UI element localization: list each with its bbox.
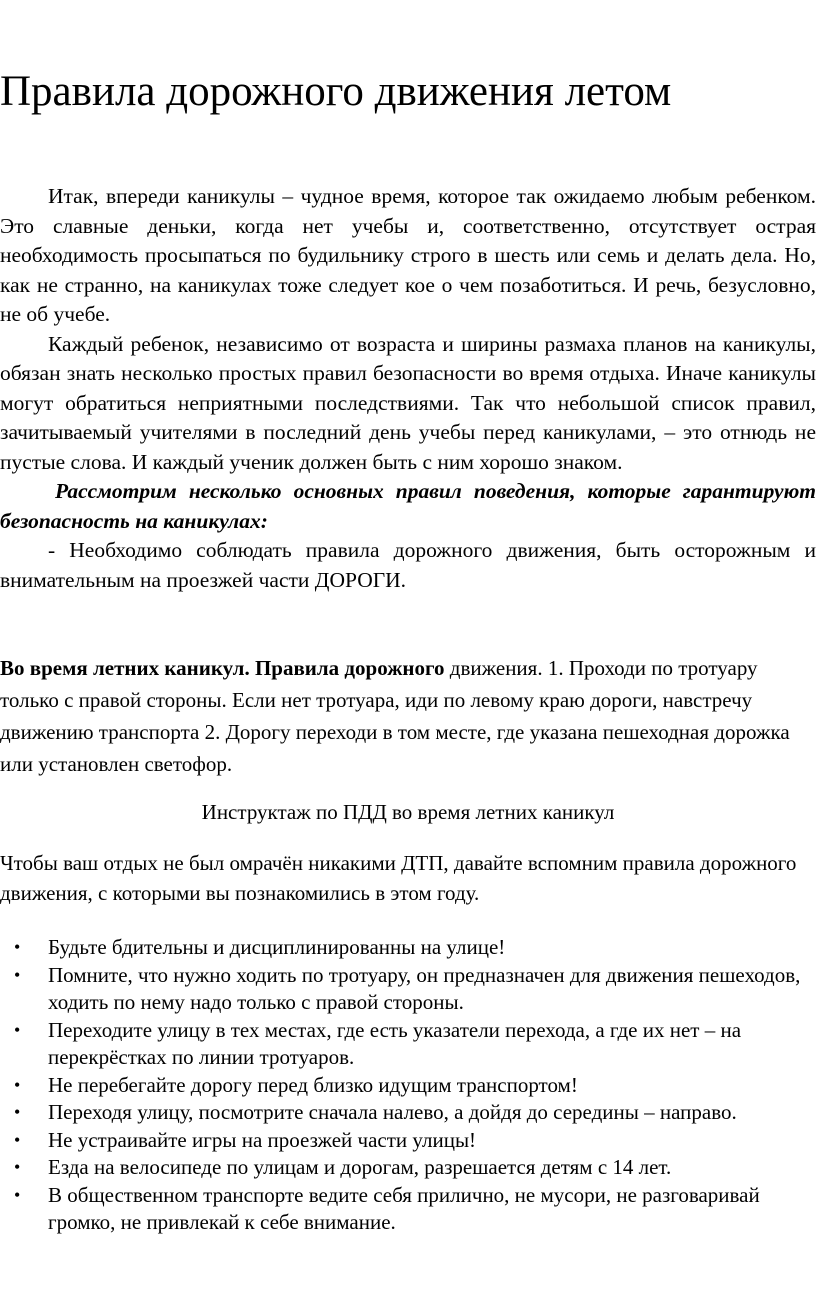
rules-intro: Рассмотрим несколько основных правил поведения, которые гарантируют безопасность на каникулах:	[0, 479, 816, 533]
bullet-icon: •	[14, 964, 21, 985]
rule-line: - Необходимо соблюдать правила дорожного движения, быть осторожным и внимательным на проезжей части ДОРОГИ.	[0, 538, 816, 592]
summer-bold-1: Во время летних каникул	[0, 656, 245, 680]
list-item-text: Помните, что нужно ходить по тротуару, он предназначен для движения пешеходов, ходить по нему надо только с правой стороны.	[48, 962, 801, 1014]
intro-section	[0, 182, 816, 595]
bullet-icon: •	[14, 1129, 21, 1150]
list-item	[0, 1182, 816, 1237]
list-item	[0, 962, 816, 1017]
list-item	[0, 1099, 816, 1127]
list-item-text: Езда на велосипеде по улицам и дорогам, разрешается детям с 14 лет.	[48, 1155, 672, 1179]
list-item-text: Будьте бдительны и дисциплинированны на улице!	[48, 935, 506, 959]
summer-section	[0, 652, 816, 1237]
bullet-icon: •	[14, 1074, 21, 1095]
list-item	[0, 1154, 816, 1182]
summer-bold-2: Правила дорожного	[254, 656, 445, 680]
bullet-icon: •	[14, 937, 21, 957]
list-item	[0, 1072, 816, 1100]
summer-rules-paragraph	[0, 652, 816, 780]
bullet-icon: •	[14, 1019, 21, 1040]
list-item	[0, 934, 816, 962]
summer-separator: .	[244, 656, 255, 680]
summer-rest: движения. 1. Проходи по тротуару только с правой стороны. Если нет тротуара, иди по левому краю дороги, навстречу движению транспорта 2. Дорогу переходи в том месте, где указана пешеходная дорожка или установлен светофор.	[0, 656, 790, 776]
bullet-icon: •	[14, 1184, 21, 1205]
instruction-intro: Чтобы ваш отдых не был омрачён никакими ДТП, давайте вспомним правила дорожного движения, с которыми вы познакомились в этом году.	[0, 851, 797, 905]
instruction-heading: Инструктаж по ПДД во время летних каникул	[201, 800, 615, 824]
paragraph: Итак, впереди каникулы – чудное время, которое так ожидаемо любым ребенком. Это славные деньки, когда нет учебы и, соответственно, отсутствует острая необходимость просыпаться по будильнику строго в шесть или семь и делать дела. Но, как не странно, на каникулах тоже следует кое о чем позаботиться. И речь, безусловно, не об учебе.	[0, 184, 816, 326]
list-item	[0, 1127, 816, 1155]
list-item-text: Не перебегайте дорогу перед близко идущим транспортом!	[48, 1072, 578, 1097]
list-item-text: В общественном транспорте ведите себя прилично, не мусори, не разговаривай громко, не привлекай к себе внимание.	[48, 1182, 760, 1234]
list-item	[0, 1017, 816, 1072]
list-item-text: Переходя улицу, посмотрите сначала налево, а дойдя до середины – направо.	[48, 1100, 737, 1124]
page-title: Правила дорожного движения летом	[0, 68, 672, 115]
list-item-text: Не устраивайте игры на проезжей части улицы!	[48, 1127, 477, 1152]
list-item-text: Переходите улицу в тех местах, где есть указатели перехода, а где их нет – на перекрёстках по линии тротуаров.	[48, 1017, 742, 1069]
paragraph: Каждый ребенок, независимо от возраста и ширины размаха планов на каникулы, обязан знать несколько простых правил безопасности во время отдыха. Иначе каникулы могут обратиться неприятными последствиями. Так что небольшой список правил, зачитываемый учителями в последний день учебы перед каникулами, – это отнюдь не пустые слова. И каждый ученик должен быть с ним хорошо знаком.	[0, 331, 816, 474]
bullet-icon: •	[14, 1157, 21, 1177]
rules-list	[0, 934, 816, 1237]
bullet-icon: •	[14, 1102, 21, 1122]
